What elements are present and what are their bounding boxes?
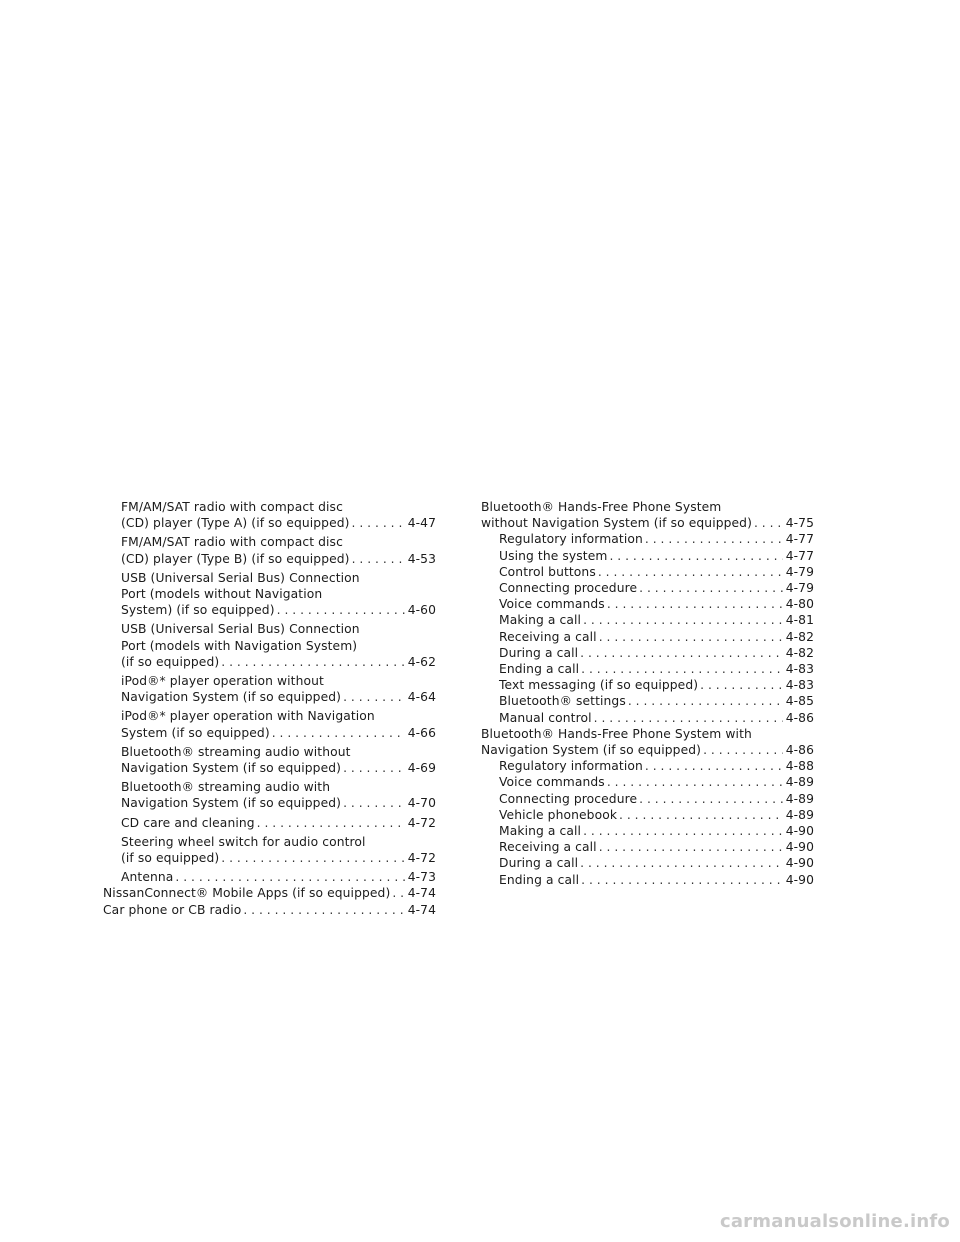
dot-leader [352, 551, 405, 567]
dot-leader [343, 760, 405, 776]
toc-entry-title-line: Navigation System (if so equipped) [121, 796, 342, 811]
toc-entry[interactable] [481, 677, 814, 693]
toc-page-number: 4-90 [785, 824, 814, 839]
dot-leader [583, 612, 783, 628]
dot-leader [277, 602, 405, 618]
toc-entry-line [121, 795, 436, 811]
toc-entry[interactable] [481, 596, 814, 612]
toc-entry-title-line: FM/AM/SAT radio with compact disc [121, 535, 343, 550]
toc-entry-title-line: (if so equipped) [121, 851, 220, 866]
toc-entry-title-line: Bluetooth® Hands-Free Phone System [481, 500, 722, 514]
toc-entry-title-line: Connecting procedure [499, 791, 638, 806]
toc-page-number: 4-79 [785, 581, 814, 596]
toc-entry-line [499, 774, 814, 790]
toc-entry-title-line: CD care and cleaning [121, 815, 255, 830]
toc-entry[interactable] [103, 779, 436, 811]
toc-entry-title-line: Navigation System (if so equipped) [481, 743, 702, 758]
toc-entry-title-line: USB (Universal Serial Bus) Connection [121, 570, 360, 585]
toc-entry-line [121, 515, 436, 531]
toc-entry-line [499, 807, 814, 823]
dot-leader [392, 885, 404, 901]
toc-entry[interactable] [103, 708, 436, 740]
toc-entry[interactable] [481, 839, 814, 855]
toc-page-number: 4-72 [407, 851, 436, 866]
toc-entry-title-line: Connecting procedure [499, 581, 638, 596]
toc-page-number: 4-82 [785, 645, 814, 660]
toc-column-right [481, 499, 814, 888]
toc-page-number: 4-60 [407, 603, 436, 618]
toc-entry-title-line: Making a call [499, 613, 582, 628]
toc-entry[interactable] [103, 885, 436, 901]
toc-entry[interactable] [481, 855, 814, 871]
dot-leader [583, 823, 783, 839]
toc-entry-line [499, 823, 814, 839]
toc-entry-line [499, 710, 814, 726]
toc-entry-title-line: Ending a call [499, 872, 580, 887]
toc-entry-title-line: (if so equipped) [121, 654, 220, 669]
toc-page-number: 4-82 [785, 629, 814, 644]
toc-entry-title-line: Bluetooth® streaming audio without [121, 744, 351, 759]
toc-entry-title-line: Receiving a call [499, 629, 597, 644]
dot-leader [175, 869, 404, 885]
toc-entry[interactable] [481, 499, 814, 531]
toc-entry-title-line: During a call [499, 645, 579, 660]
toc-entry-title-line: Steering wheel switch for audio control [121, 834, 366, 849]
toc-entry[interactable] [481, 661, 814, 677]
toc-page-number: 4-74 [407, 886, 436, 901]
toc-entry-line [121, 815, 436, 831]
toc-entry-line [499, 531, 814, 547]
dot-leader [343, 795, 405, 811]
toc-entry-line [499, 548, 814, 564]
toc-entry-title-line: Port (models with Navigation System) [121, 638, 358, 653]
toc-entry[interactable] [481, 726, 814, 758]
toc-entry[interactable] [481, 710, 814, 726]
toc-entry-line [103, 885, 436, 901]
toc-entry-line [121, 602, 436, 618]
toc-entry[interactable] [103, 621, 436, 670]
toc-entry-line [121, 760, 436, 776]
toc-entry-line [499, 693, 814, 709]
dot-leader [352, 515, 405, 531]
toc-page-number: 4-89 [785, 775, 814, 790]
dot-leader [221, 850, 404, 866]
dot-leader [580, 855, 783, 871]
toc-page-number: 4-83 [785, 662, 814, 677]
dot-leader [703, 742, 783, 758]
toc-entry-title-line: Port (models without Navigation [121, 587, 323, 602]
toc-entry-title-line: System (if so equipped) [121, 725, 270, 740]
dot-leader [580, 645, 783, 661]
toc-entry-line [499, 855, 814, 871]
toc-entry-title-line: iPod®* player operation with Navigation [121, 709, 375, 724]
toc-page-number: 4-70 [407, 796, 436, 811]
dot-leader [754, 515, 783, 531]
toc-entry-title-line: Manual control [499, 710, 592, 725]
toc-page-number: 4-89 [785, 791, 814, 806]
toc-entry-line [103, 902, 436, 918]
dot-leader [221, 654, 404, 670]
dot-leader [594, 710, 783, 726]
toc-entry[interactable] [481, 758, 814, 774]
toc-entry-title-line: USB (Universal Serial Bus) Connection [121, 622, 360, 637]
toc-entry[interactable] [481, 548, 814, 564]
toc-entry-line [499, 791, 814, 807]
toc-entry-title-line: Voice commands [499, 775, 605, 790]
toc-page-number: 4-75 [785, 516, 814, 531]
toc-page-number: 4-90 [785, 840, 814, 855]
toc-entry[interactable] [103, 834, 436, 866]
toc-entry-title-line: (CD) player (Type B) (if so equipped) [121, 551, 350, 566]
toc-entry-title-line: Navigation System (if so equipped) [121, 761, 342, 776]
toc-entry-line [499, 629, 814, 645]
dot-leader [598, 564, 783, 580]
dot-leader [619, 807, 783, 823]
toc-entry[interactable] [481, 791, 814, 807]
toc-page-number: 4-86 [785, 710, 814, 725]
toc-column-left [103, 499, 436, 918]
toc-page-number: 4-89 [785, 807, 814, 822]
toc-entry-line [499, 580, 814, 596]
toc-entry[interactable] [103, 499, 436, 531]
toc-entry-title-line: Car phone or CB radio [103, 902, 242, 917]
toc-page-number: 4-74 [407, 902, 436, 917]
toc-entry[interactable] [481, 612, 814, 628]
toc-entry[interactable] [103, 534, 436, 566]
toc-entry[interactable] [103, 570, 436, 619]
toc-entry-line [499, 612, 814, 628]
dot-leader [272, 725, 405, 741]
toc-entry[interactable] [481, 564, 814, 580]
dot-leader [243, 902, 404, 918]
toc-entry[interactable] [481, 872, 814, 888]
dot-leader [581, 872, 783, 888]
toc-entry-title-line: System) (if so equipped) [121, 603, 275, 618]
toc-entry[interactable] [481, 629, 814, 645]
site-watermark: carmanualsonline.info [719, 1211, 950, 1232]
toc-entry[interactable] [481, 531, 814, 547]
dot-leader [607, 774, 783, 790]
toc-page-number: 4-77 [785, 532, 814, 547]
toc-page-number: 4-77 [785, 548, 814, 563]
toc-entry[interactable] [481, 645, 814, 661]
toc-entry[interactable] [481, 693, 814, 709]
toc-page-number: 4-90 [785, 872, 814, 887]
toc-entry-line [121, 689, 436, 705]
dot-leader [607, 596, 783, 612]
toc-page-number: 4-79 [785, 564, 814, 579]
toc-entry-title-line: (CD) player (Type A) (if so equipped) [121, 516, 350, 531]
toc-entry-title-line: Control buttons [499, 564, 596, 579]
toc-entry-title-line: During a call [499, 856, 579, 871]
toc-page-number: 4-83 [785, 678, 814, 693]
toc-entry-title-line: Making a call [499, 824, 582, 839]
toc-entry-line [499, 661, 814, 677]
toc-entry-title-line: without Navigation System (if so equipped) [481, 516, 752, 531]
toc-page-number: 4-85 [785, 694, 814, 709]
toc-entry-line [499, 645, 814, 661]
dot-leader [257, 815, 405, 831]
toc-entry-line [121, 850, 436, 866]
toc-entry-line [121, 725, 436, 741]
toc-entry[interactable] [481, 774, 814, 790]
toc-page-number: 4-62 [407, 654, 436, 669]
toc-entry[interactable] [481, 580, 814, 596]
toc-entry-title-line: Regulatory information [499, 532, 643, 547]
dot-leader [599, 629, 783, 645]
toc-entry[interactable] [481, 823, 814, 839]
toc-entry[interactable] [103, 869, 436, 885]
toc-entry-title-line: Voice commands [499, 597, 605, 612]
toc-page-number: 4-47 [407, 516, 436, 531]
dot-leader [343, 689, 405, 705]
toc-entry-line [499, 839, 814, 855]
toc-page-number: 4-80 [785, 597, 814, 612]
toc-entry-title-line: NissanConnect® Mobile Apps (if so equipped) [103, 886, 391, 901]
dot-leader [645, 531, 783, 547]
toc-page-number: 4-88 [785, 759, 814, 774]
toc-page-number: 4-69 [407, 761, 436, 776]
toc-entry-line [499, 596, 814, 612]
toc-entry-line [499, 758, 814, 774]
dot-leader [628, 693, 783, 709]
dot-leader [639, 580, 783, 596]
toc-entry-line [499, 564, 814, 580]
toc-page-number: 4-66 [407, 725, 436, 740]
toc-entry-line [499, 677, 814, 693]
toc-entry[interactable] [103, 744, 436, 776]
toc-entry-title-line: FM/AM/SAT radio with compact disc [121, 500, 343, 514]
toc-entry-title-line: Using the system [499, 548, 608, 563]
toc-entry-line [481, 515, 814, 531]
toc-entry-title-line: Bluetooth® streaming audio with [121, 780, 331, 795]
toc-entry-title-line: Text messaging (if so equipped) [499, 678, 699, 693]
dot-leader [581, 661, 783, 677]
dot-leader [700, 677, 783, 693]
toc-entry-title-line: Antenna [121, 870, 174, 885]
toc-entry-title-line: Vehicle phonebook [499, 807, 618, 822]
toc-entry-line [481, 742, 814, 758]
dot-leader [609, 548, 782, 564]
toc-entry[interactable] [103, 815, 436, 831]
toc-entry-title-line: iPod®* player operation without [121, 674, 324, 689]
toc-page-number: 4-90 [785, 856, 814, 871]
toc-entry-title-line: Ending a call [499, 662, 580, 677]
toc-entry[interactable] [481, 807, 814, 823]
dot-leader [639, 791, 783, 807]
toc-entry-title-line: Navigation System (if so equipped) [121, 690, 342, 705]
toc-page-number: 4-81 [785, 613, 814, 628]
toc-page-number: 4-86 [785, 743, 814, 758]
toc-entry-title-line: Regulatory information [499, 759, 643, 774]
toc-entry-line [121, 869, 436, 885]
toc-page-number: 4-53 [407, 551, 436, 566]
toc-page-number: 4-64 [407, 690, 436, 705]
toc-entry-title-line: Receiving a call [499, 840, 597, 855]
toc-entry[interactable] [103, 673, 436, 705]
toc-entry-title-line: Bluetooth® Hands-Free Phone System with [481, 726, 752, 741]
toc-entry-title-line: Bluetooth® settings [499, 694, 626, 709]
toc-entry-line [121, 654, 436, 670]
toc-entry-line [121, 551, 436, 567]
toc-page-number: 4-72 [407, 815, 436, 830]
dot-leader [645, 758, 783, 774]
toc-entry[interactable] [103, 902, 436, 918]
toc-page-number: 4-73 [407, 870, 436, 885]
dot-leader [599, 839, 783, 855]
toc-entry-line [499, 872, 814, 888]
